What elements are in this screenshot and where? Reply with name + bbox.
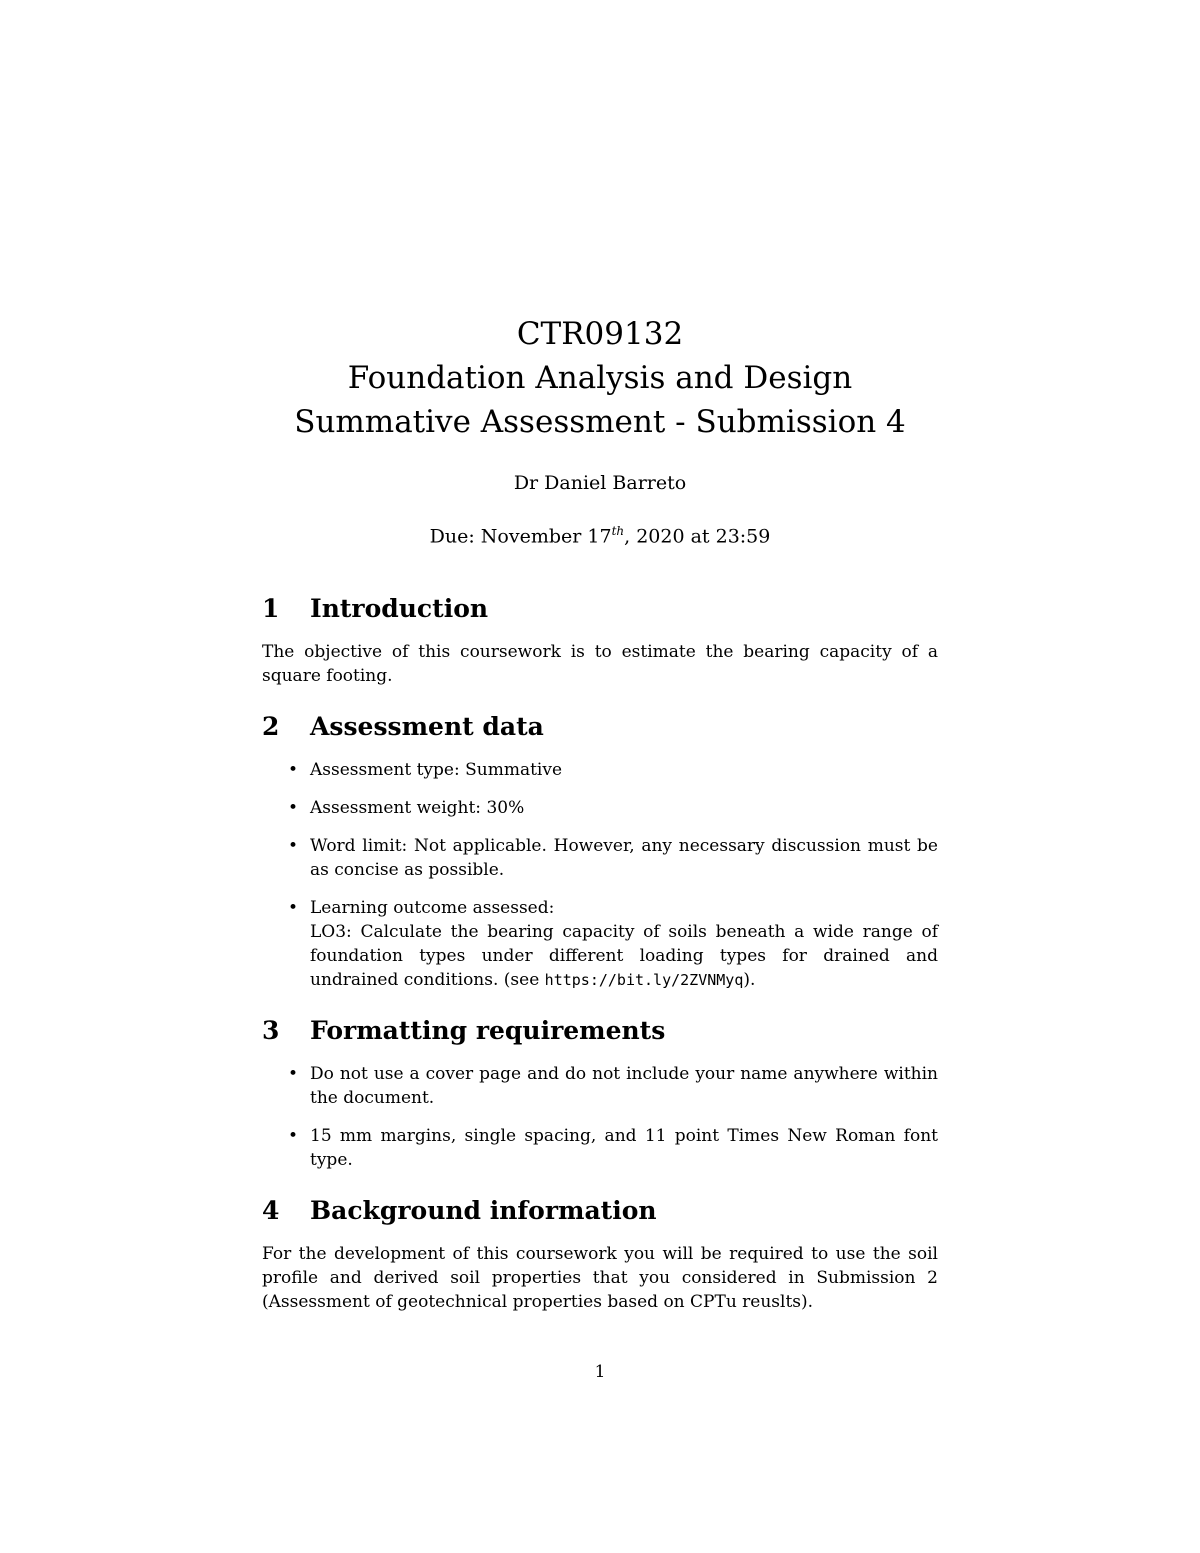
assessment-title: Summative Assessment - Submission 4 <box>294 404 906 440</box>
assessment-list <box>262 758 938 992</box>
intro-paragraph: The objective of this coursework is to estimate the bearing capacity of a square footing. <box>262 642 938 686</box>
outcome-link[interactable]: https://bit.ly/2ZVNMyq <box>544 971 744 989</box>
section-number: 1 <box>262 594 280 623</box>
list-item <box>262 1124 938 1172</box>
item-text: 15 mm margins, single spacing, and 11 point Times New Roman font type. <box>310 1126 938 1170</box>
section-assessment-data <box>262 708 938 992</box>
section-title: Assessment data <box>310 712 544 741</box>
bullet-icon: • <box>288 798 299 818</box>
list-item <box>262 796 938 820</box>
due-superscript: th <box>611 524 625 538</box>
outcome-text: LO3: Calculate the bearing capacity of soils beneath a wide range of foundation types under different loading types for drained and undrained conditions. (see <box>310 922 938 990</box>
section-heading <box>262 1012 938 1050</box>
section-introduction <box>262 590 938 688</box>
section-title: Formatting requirements <box>310 1016 666 1045</box>
section-heading <box>262 708 938 746</box>
outcome-label: Learning outcome assessed: <box>310 898 555 918</box>
bullet-icon: • <box>288 1064 299 1084</box>
bullet-icon: • <box>288 1126 299 1146</box>
item-text: Assessment type: Summative <box>310 760 563 780</box>
document-body <box>262 590 938 1334</box>
title-block <box>0 312 1200 551</box>
page-number: 1 <box>594 1362 606 1382</box>
section-formatting <box>262 1012 938 1172</box>
formatting-list <box>262 1062 938 1172</box>
due-date <box>0 516 1200 551</box>
list-item <box>262 834 938 882</box>
bullet-icon: • <box>288 836 299 856</box>
item-text: Word limit: Not applicable. However, any necessary discussion must be as concise as possible. <box>310 836 938 880</box>
author: Dr Daniel Barreto <box>513 472 687 494</box>
list-item <box>262 896 938 992</box>
due-suffix: , 2020 at 23:59 <box>624 525 771 548</box>
item-text: Assessment weight: 30% <box>310 798 525 818</box>
section-heading <box>262 590 938 628</box>
section-title: Introduction <box>310 594 489 623</box>
list-item <box>262 1062 938 1110</box>
course-title: Foundation Analysis and Design <box>347 360 853 396</box>
bullet-icon: • <box>288 760 299 780</box>
section-heading <box>262 1192 938 1230</box>
background-paragraph: For the development of this coursework you will be required to use the soil profile and derived soil properties that you considered in Submission 2 (Assessment of geotechnical properties based on CPTu reuslts). <box>262 1244 938 1312</box>
list-item <box>262 758 938 782</box>
section-number: 3 <box>262 1016 280 1045</box>
section-background <box>262 1192 938 1314</box>
item-text: Do not use a cover page and do not include your name anywhere within the document. <box>310 1064 938 1108</box>
section-number: 2 <box>262 712 280 741</box>
section-title: Background information <box>310 1196 657 1225</box>
section-number: 4 <box>262 1196 280 1225</box>
outcome-end: ). <box>743 970 756 990</box>
due-prefix: Due: November 17 <box>429 525 612 548</box>
bullet-icon: • <box>288 898 299 918</box>
course-code: CTR09132 <box>516 316 684 352</box>
